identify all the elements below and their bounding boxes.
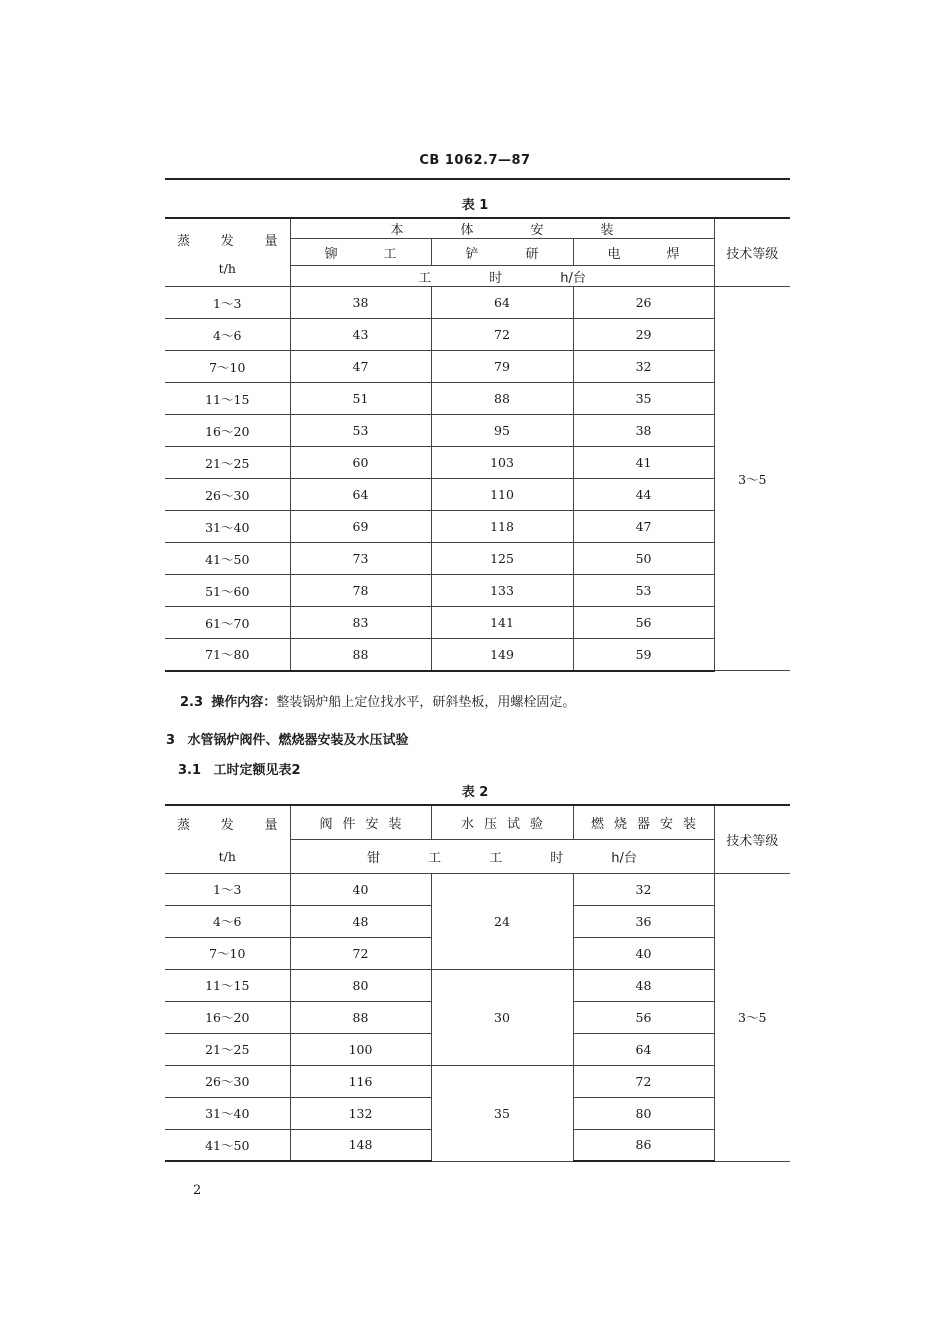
- table-row: 41～50 73 125 50: [165, 543, 790, 575]
- table-row: 1～3 40 24 32 3～5: [165, 873, 790, 905]
- table-row: 4～6 48 36: [165, 905, 790, 937]
- table-row: 1～3 38 64 26 3～5: [165, 287, 790, 319]
- table-row: 61～70 83 141 56: [165, 607, 790, 639]
- table-row: 11～15 51 88 35: [165, 383, 790, 415]
- t1-sub2: 铲 研: [431, 239, 573, 266]
- t2-h2: 水 压 试 验: [431, 805, 573, 839]
- t2-grade-value: 3～5: [714, 873, 790, 1161]
- t2-unit: t/h: [218, 849, 236, 865]
- table-row: 11～15 80 30 48: [165, 969, 790, 1001]
- t2-test-group: 35: [431, 1065, 573, 1161]
- t2-grade-header: 技术等级: [714, 805, 790, 873]
- table-row: 21～25 100 64: [165, 1033, 790, 1065]
- t2-test-group: 30: [431, 969, 573, 1065]
- table1: [165, 217, 790, 672]
- table-row: 21～25 60 103 41: [165, 447, 790, 479]
- t2-h1: 阀 件 安 装: [290, 805, 431, 839]
- t1-hours-header: 工 时 h/台: [290, 266, 714, 287]
- t1-grade-value: 3～5: [714, 287, 790, 671]
- t1-steam-header: 蒸 发 量 t/h: [165, 218, 290, 287]
- table-row: 31～40 132 80: [165, 1097, 790, 1129]
- table-row: 16～20 53 95 38: [165, 415, 790, 447]
- document-code: CB 1062.7—87: [419, 153, 531, 168]
- t1-group-header: 本 体 安 装: [290, 218, 714, 239]
- t2-hours-header: 钳 工 工 时 h/台: [290, 839, 714, 873]
- table-row: 4～6 43 72 29: [165, 319, 790, 351]
- t1-sub3: 电 焊: [573, 239, 714, 266]
- t1-unit: t/h: [218, 260, 236, 276]
- table-row: 7～10 47 79 32: [165, 351, 790, 383]
- header-rule: [165, 178, 790, 180]
- t2-steam-header: 蒸 发 量 t/h: [165, 805, 290, 873]
- table-row: 71～80 88 149 59: [165, 639, 790, 671]
- page-number: 2: [193, 1183, 202, 1198]
- table-row: 16～20 88 56: [165, 1001, 790, 1033]
- section-3-heading: 3 水管锅炉阀件、燃烧器安装及水压试验: [166, 733, 409, 748]
- section-3-1: 3.1 工时定额见表2: [178, 763, 301, 778]
- t2-h3: 燃 烧 器 安 装: [573, 805, 714, 839]
- t1-sub1: 铆 工: [290, 239, 431, 266]
- section-2-3: 2.3 操作内容：整装锅炉船上定位找水平，研斜垫板，用螺栓固定。: [180, 695, 576, 710]
- table-row: 26～30 64 110 44: [165, 479, 790, 511]
- table1-caption: 表 1: [461, 198, 489, 213]
- table-row: 31～40 69 118 47: [165, 511, 790, 543]
- t1-grade-header: 技术等级: [714, 218, 790, 287]
- table2-caption: 表 2: [461, 785, 489, 800]
- table2: [165, 804, 790, 1162]
- table-row: 41～50 148 86: [165, 1129, 790, 1161]
- table-row: 26～30 116 35 72: [165, 1065, 790, 1097]
- t2-test-group: 24: [431, 873, 573, 969]
- table-row: 7～10 72 40: [165, 937, 790, 969]
- table-row: 51～60 78 133 53: [165, 575, 790, 607]
